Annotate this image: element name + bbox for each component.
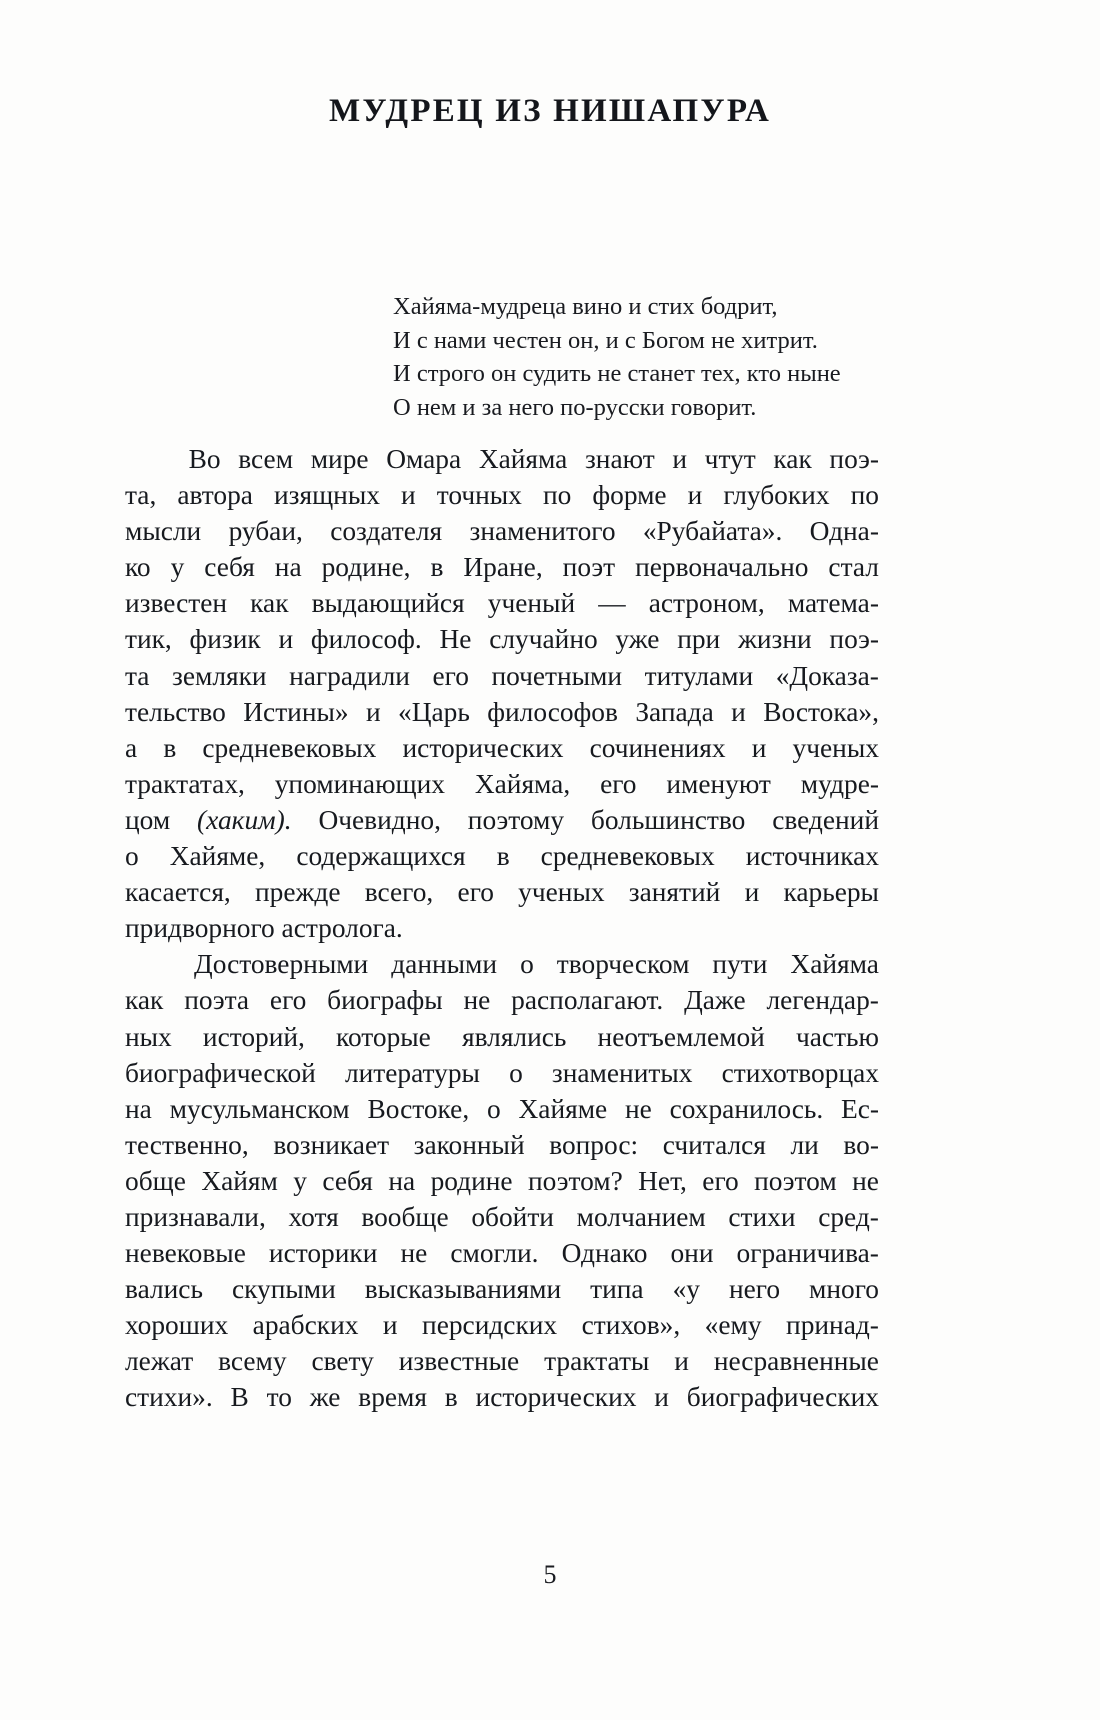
word: и — [687, 480, 703, 511]
word: и — [674, 1346, 689, 1377]
word: Не — [439, 624, 472, 655]
word: уже — [615, 624, 660, 655]
word: персидских — [422, 1310, 558, 1341]
word: трактатах, — [125, 768, 245, 799]
word: Хайяме, — [169, 841, 266, 872]
word: источниках — [745, 841, 879, 872]
word: ученых — [518, 877, 605, 908]
word: содержащихся — [296, 841, 466, 872]
word: поэ- — [829, 444, 879, 474]
word: Однако — [561, 1238, 648, 1269]
word: исторических — [402, 732, 564, 763]
word: принад- — [786, 1310, 879, 1341]
word: философ. — [310, 624, 422, 655]
word: жизни — [737, 624, 812, 655]
word: та, — [125, 480, 157, 511]
word: мысли — [125, 516, 202, 547]
word: известные — [398, 1346, 520, 1377]
word: Иране, — [463, 552, 543, 583]
epigraph-block — [393, 290, 893, 424]
word: биографических — [686, 1382, 879, 1413]
word: возникает — [273, 1129, 390, 1160]
word: поэтом? — [528, 1165, 623, 1196]
word: прежде — [255, 877, 341, 908]
text-line — [125, 1343, 879, 1379]
word: историй, — [202, 1021, 305, 1052]
text-line — [125, 1379, 879, 1415]
text-line — [125, 1235, 879, 1271]
text-line — [125, 441, 879, 477]
word: много — [809, 1274, 879, 1305]
word: В — [230, 1382, 249, 1413]
word: вопрос: — [549, 1129, 639, 1160]
word: себя — [322, 1165, 373, 1196]
word: и — [731, 696, 746, 727]
word: несравненные — [713, 1346, 879, 1377]
word: поэтому — [467, 804, 565, 835]
word: историки — [268, 1238, 378, 1269]
text-line — [125, 1199, 879, 1235]
word: Хайяма, — [474, 768, 571, 799]
word: сведений — [772, 804, 879, 835]
text-line — [125, 1019, 879, 1055]
word: же — [309, 1382, 341, 1413]
word: выдающийся — [311, 588, 465, 619]
word: ко — [125, 552, 151, 583]
word: занятий — [628, 877, 721, 908]
word: и — [382, 1310, 398, 1341]
word: не — [400, 1238, 428, 1269]
text-line — [125, 513, 879, 549]
word: титулами — [644, 660, 754, 691]
word: скупыми — [231, 1274, 336, 1305]
word: обще — [125, 1165, 186, 1196]
word: трактаты — [544, 1346, 650, 1377]
word: по — [542, 480, 572, 511]
word: стихов», — [581, 1310, 681, 1341]
body-text-block — [125, 441, 879, 1416]
word: ных — [125, 1021, 172, 1052]
word: считался — [662, 1129, 766, 1160]
word: не — [463, 985, 491, 1016]
word: исторических — [475, 1382, 637, 1413]
word: хотя — [288, 1201, 339, 1232]
word: биографы — [327, 985, 443, 1016]
word: время — [358, 1382, 427, 1413]
word: форме — [592, 480, 667, 511]
text-line — [125, 730, 879, 766]
text-line — [125, 1307, 879, 1343]
word: средневековых — [202, 732, 377, 763]
word: Нет, — [638, 1165, 687, 1196]
word: Востоке, — [367, 1093, 470, 1124]
word: поэт — [562, 552, 616, 583]
word: карьеры — [783, 877, 879, 908]
word: при — [677, 624, 721, 655]
word: его — [702, 1165, 739, 1196]
word: рубаи, — [228, 516, 303, 547]
word: «Рубайата». — [642, 516, 783, 547]
word: вообще — [361, 1201, 449, 1232]
word: ученых — [792, 732, 879, 763]
word: создателя — [330, 516, 443, 547]
text-line — [125, 874, 879, 910]
word: свету — [311, 1346, 374, 1377]
word: Ес- — [840, 1093, 879, 1124]
word: лежат — [125, 1346, 194, 1377]
word: чтут — [704, 444, 756, 474]
word: о — [125, 841, 139, 872]
word: ученый — [487, 588, 576, 619]
text-line — [125, 802, 879, 838]
word: его — [600, 768, 637, 799]
word: случайно — [489, 624, 598, 655]
word: на — [388, 1165, 416, 1196]
word: арабских — [252, 1310, 359, 1341]
first-line-indent — [125, 441, 171, 477]
word: придворного астролога. — [125, 913, 403, 944]
word: у — [170, 552, 185, 583]
word: философов — [487, 696, 618, 727]
epigraph-line: И строго он судить не станет тех, кто ныне — [393, 360, 841, 387]
word: мусульманском — [169, 1093, 350, 1124]
word: обойти — [471, 1201, 554, 1232]
text-line — [125, 838, 879, 874]
word: поэтом — [754, 1165, 837, 1196]
word: вались — [125, 1274, 203, 1305]
word: неотъемлемой — [597, 1021, 765, 1052]
word: на — [274, 552, 302, 583]
word: Запада — [635, 696, 714, 727]
word: Одна- — [809, 516, 879, 547]
word: и — [654, 1382, 669, 1413]
word: автора — [177, 480, 253, 511]
word: Во — [188, 444, 221, 474]
word: как — [250, 588, 289, 619]
word: высказываниями — [364, 1274, 562, 1305]
word: Достоверными — [194, 949, 369, 980]
word: сочинениях — [589, 732, 726, 763]
word: точных — [436, 480, 522, 511]
word: астроном, — [648, 588, 765, 619]
word: наградили — [289, 660, 410, 691]
word: Хайяма — [478, 444, 568, 474]
word: его — [432, 660, 469, 691]
word: у — [293, 1165, 307, 1196]
word: всему — [218, 1346, 287, 1377]
word: стал — [828, 552, 879, 583]
epigraph-line: О нем и за него по-русски говорит. — [393, 393, 757, 421]
word: и — [401, 480, 416, 511]
word: изящных — [274, 480, 380, 511]
word: та — [125, 660, 150, 691]
word: земляки — [172, 660, 267, 691]
word: сохранилось. — [669, 1093, 824, 1124]
word: смогли. — [450, 1238, 539, 1269]
text-line — [125, 1271, 879, 1307]
word: тественно, — [125, 1129, 249, 1160]
word: являлись — [461, 1021, 567, 1052]
word: поэ- — [829, 624, 879, 655]
word: касается, — [125, 877, 231, 908]
text-line — [125, 585, 879, 621]
word: творческом — [556, 949, 690, 980]
word: матема- — [787, 588, 879, 619]
word: «Доказа- — [775, 660, 879, 691]
word: во- — [843, 1129, 879, 1160]
word: — — [598, 588, 626, 619]
word: в — [444, 1382, 458, 1413]
word: мире — [310, 444, 369, 474]
word: сред- — [818, 1201, 879, 1232]
text-line — [125, 694, 879, 730]
text-line — [125, 946, 879, 982]
word: себя — [204, 552, 255, 583]
word: располагают. — [511, 985, 664, 1016]
text-line — [125, 910, 879, 946]
word: которые — [336, 1021, 431, 1052]
word: «ему — [704, 1310, 762, 1341]
word: законный — [413, 1129, 525, 1160]
word: литературы — [344, 1057, 480, 1088]
word: физик — [189, 624, 261, 655]
word: в — [163, 732, 177, 763]
word: как — [773, 444, 812, 474]
word: по — [850, 480, 879, 511]
word: всем — [238, 444, 294, 474]
word: данными — [391, 949, 498, 980]
word: первоначально — [635, 552, 809, 583]
word: хороших — [125, 1310, 229, 1341]
text-line — [125, 982, 879, 1018]
word: и — [365, 696, 381, 727]
word: средневековых — [540, 841, 715, 872]
paragraph — [125, 441, 879, 946]
word: тик, — [125, 624, 172, 655]
word: пути — [712, 949, 768, 980]
word: биографической — [125, 1057, 316, 1088]
text-line — [125, 1091, 879, 1127]
word: о — [487, 1093, 501, 1124]
word: и — [751, 732, 767, 763]
word: его — [457, 877, 494, 908]
word: «у — [672, 1274, 700, 1305]
word: молчанием — [576, 1201, 706, 1232]
word: невековые — [125, 1238, 246, 1269]
word: родине — [430, 1165, 513, 1196]
word: всего, — [364, 877, 434, 908]
word: типа — [590, 1274, 644, 1305]
word: стихотворцах — [721, 1057, 879, 1088]
word: не — [624, 1093, 652, 1124]
word: частью — [795, 1021, 879, 1052]
word: большинство — [590, 804, 746, 835]
word: Даже — [684, 985, 746, 1016]
first-line-indent — [125, 946, 171, 982]
word: и — [278, 624, 294, 655]
word: (хаким). — [197, 804, 292, 835]
word: именуют — [666, 768, 771, 799]
word: родине, — [321, 552, 411, 583]
word: то — [266, 1382, 292, 1413]
text-line — [125, 621, 879, 657]
epigraph-line: Хайяма-мудреца вино и стих бодрит, — [393, 293, 778, 320]
word: Востока», — [763, 696, 879, 727]
word: его — [269, 985, 307, 1016]
word: Истины» — [243, 696, 349, 727]
word: упоминающих — [274, 768, 445, 799]
word: знают — [584, 444, 655, 474]
word: Очевидно, — [318, 804, 441, 835]
word: тельство — [125, 696, 226, 727]
word: него — [728, 1274, 781, 1305]
word: о — [520, 949, 534, 980]
word: на — [125, 1093, 152, 1124]
word: знаменитых — [551, 1057, 693, 1088]
word: стихи». — [125, 1382, 213, 1413]
text-line — [125, 1127, 879, 1163]
epigraph-line: И с нами честен он, и с Богом не хитрит. — [393, 326, 818, 354]
text-line — [125, 766, 879, 802]
word: «Царь — [398, 696, 470, 727]
word: не — [852, 1165, 879, 1196]
text-line — [125, 477, 879, 513]
word: а — [125, 732, 138, 763]
word: почетными — [491, 660, 623, 691]
word: признавали, — [125, 1201, 266, 1232]
word: Хайям — [201, 1165, 278, 1196]
word: знаменитого — [469, 516, 616, 547]
word: ли — [790, 1129, 819, 1160]
word: поэта — [184, 985, 250, 1016]
word: известен — [125, 588, 228, 619]
text-line — [125, 1055, 879, 1091]
chapter-title: МУДРЕЦ ИЗ НИШАПУРА — [329, 93, 771, 129]
word: мудре- — [800, 768, 879, 799]
word: ограничива- — [736, 1238, 879, 1269]
word: и — [672, 444, 688, 474]
word: Хайяме — [518, 1093, 608, 1124]
word: Омара — [386, 444, 462, 474]
word: и — [744, 877, 760, 908]
text-line — [125, 658, 879, 694]
word: легендар- — [766, 985, 879, 1016]
word: они — [670, 1238, 714, 1269]
word: цом — [125, 804, 171, 835]
word: в — [430, 552, 444, 583]
word: как — [125, 985, 164, 1016]
word: о — [509, 1057, 523, 1088]
text-line — [125, 549, 879, 585]
text-line — [125, 1163, 879, 1199]
word: стихи — [728, 1201, 796, 1232]
page-number: 5 — [543, 1560, 557, 1589]
paragraph — [125, 946, 879, 1415]
word: в — [496, 841, 510, 872]
word: Хайяма — [790, 949, 879, 980]
word: глубоких — [723, 480, 830, 511]
